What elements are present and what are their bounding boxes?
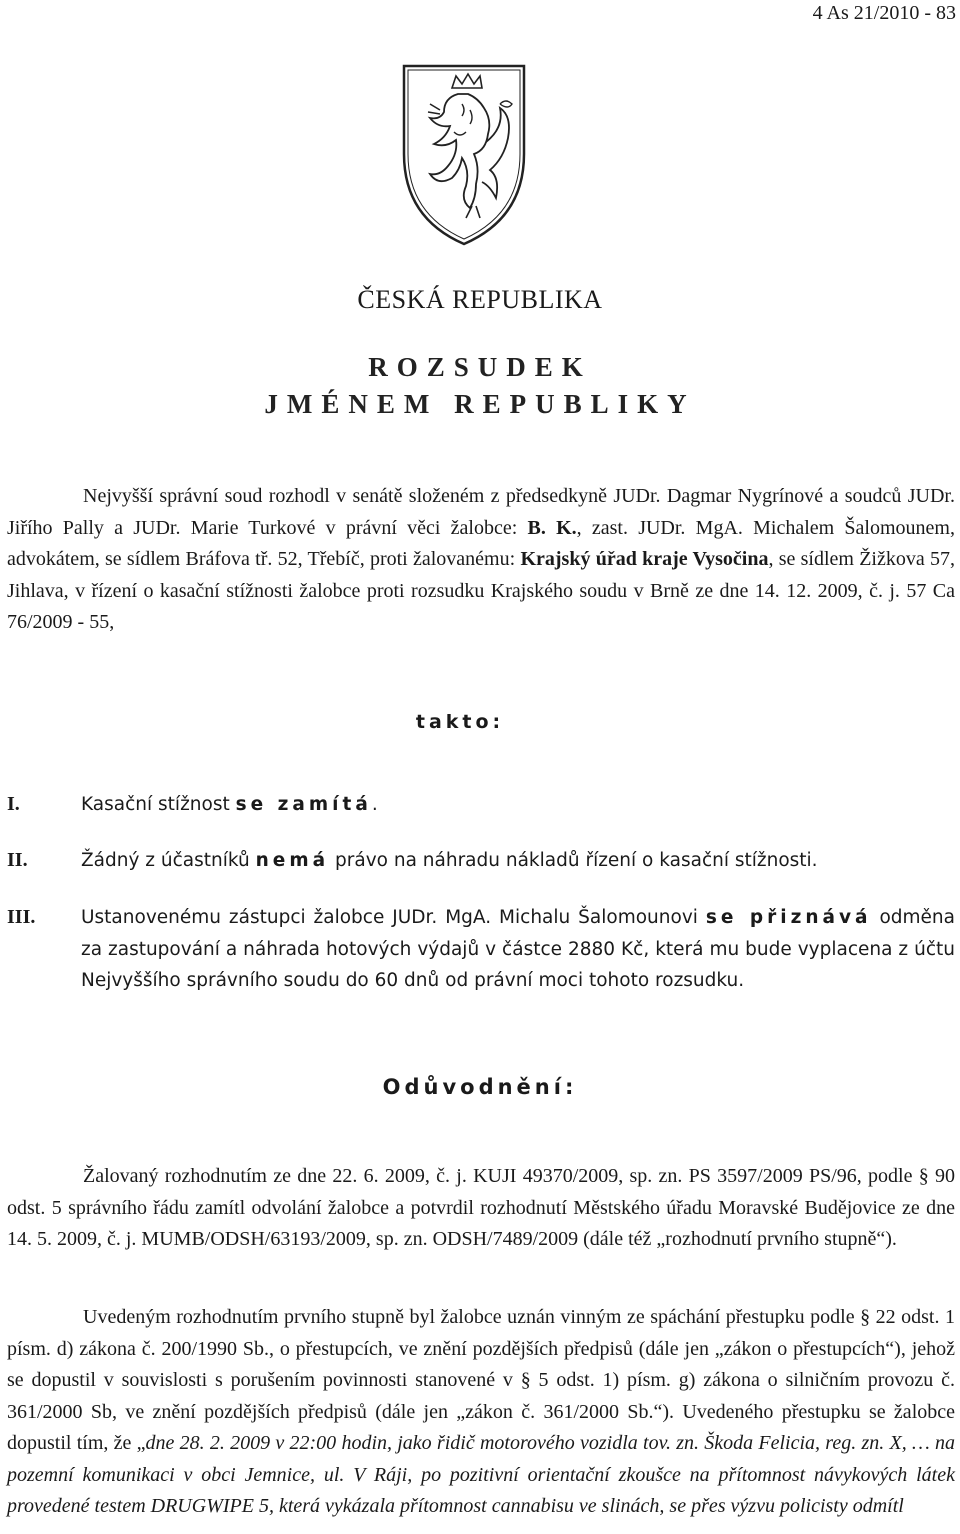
judgment-subtitle: JMÉNEM REPUBLIKY (264, 389, 696, 419)
verdict-text (81, 789, 955, 821)
takto-heading: takto: (415, 711, 505, 733)
intro-text-a: Nejvyšší správní soud rozhodl v senátě složeném z předsedkyně JUDr. Dagmar Nygrínové a soudců JUDr. Jiřího Pally a JUDr. Marie Turkové v právní věci žalobce: (7, 485, 955, 539)
verdict-text-b: odměna za zastupování a náhrada hotových výdajů v částce 2880 Kč, která mu bude vyplacena z účtu Nejvyššího správního soudu do 60 dnů od právní moci tohoto rozsudku. (81, 907, 955, 991)
verdict-emphasis: nemá (255, 850, 330, 871)
country-heading: ČESKÁ REPUBLIKA (357, 285, 603, 314)
intro-text-c: , se sídlem Žižkova 57, Jihlava, v řízení o kasační stížnosti žalobce proti rozsudku Krajského soudu v Brně ze dne 14. 12. 2009, č. j. 57 Ca 76/2009 - 55, (7, 548, 955, 633)
plaintiff-name: B. K. (527, 516, 577, 539)
intro-paragraph (7, 481, 955, 639)
paragraph2-text: Uvedeným rozhodnutím prvního stupně byl žalobce uznán vinným ze spáchání přestupku podle § 22 odst. 1 písm. d) zákona č. 200/1990 Sb., o přestupcích, ve znění pozdějších předpisů (dále jen „zákon o přestupcích“), jehož se dopustil v souvislosti s porušením povinnosti stanovené v § 5 odst. 1) písm. g) zákona o silničním provozu č. 361/2000 Sb, ve znění pozdějších předpisů (dále jen „zákon č. 361/2000 Sb.“). Uvedeného přestupku se žalobce dopustil tím, že „ (7, 1306, 955, 1454)
reasoning-paragraph-2 (7, 1302, 955, 1523)
intro-text-b: , zast. JUDr. MgA. Michalem Šalomounem, advokátem, se sídlem Bráfova tř. 52, Třebíč, proti žalovanému: (7, 516, 955, 570)
defendant-name: Krajský úřad kraje Vysočina (520, 548, 769, 570)
verdict-emphasis: se zamítá (235, 794, 372, 815)
verdict-number: III. (7, 906, 36, 928)
case-number: 4 As 21/2010 - 83 (812, 2, 956, 24)
verdict-text (81, 845, 955, 877)
lion-coat-of-arms-icon (400, 58, 528, 248)
verdict-text-a: Žádný z účastníků (81, 850, 256, 871)
verdict-text-a: Ustanovenému zástupci žalobce JUDr. MgA. Michalu Šalomounovi (81, 907, 706, 928)
verdict-text-a: Kasační stížnost (81, 794, 236, 815)
verdict-number: I. (7, 793, 20, 815)
reasoning-paragraph-1: Žalovaný rozhodnutím ze dne 22. 6. 2009, č. j. KUJI 49370/2009, sp. zn. PS 3597/2009 PS/96, podle § 90 odst. 5 správního řádu zamítl odvolání žalobce a potvrdil rozhodnutí Městského úřadu Moravské Budějovice ze dne 14. 5. 2009, č. j. MUMB/ODSH/63193/2009, sp. zn. ODSH/7489/2009 (dále též „rozhodnutí prvního stupně“). (7, 1165, 955, 1250)
verdict-text (81, 902, 955, 997)
verdict-text-b: právo na náhradu nákladů řízení o kasační stížnosti. (329, 850, 818, 871)
verdict-emphasis: se přiznává (705, 907, 872, 928)
reasoning-heading: Odůvodnění: (382, 1075, 578, 1099)
judgment-title: ROZSUDEK (368, 352, 592, 382)
verdict-number: II. (7, 849, 28, 871)
paragraph2-quote: dne 28. 2. 2009 v 22:00 hodin, jako řidič motorového vozidla tov. zn. Škoda Felicia, reg. zn. X, … na pozemní komunikaci v obci Jemnice, ul. V Ráji, po pozitivní orientační zkoušce na přítomnost návykových látek provedené testem DRUGWIPE 5, která vykázala přítomnost cannabisu ve slinách, se přes výzvu policisty odmítl (7, 1432, 955, 1517)
verdict-text-b: . (371, 794, 378, 815)
